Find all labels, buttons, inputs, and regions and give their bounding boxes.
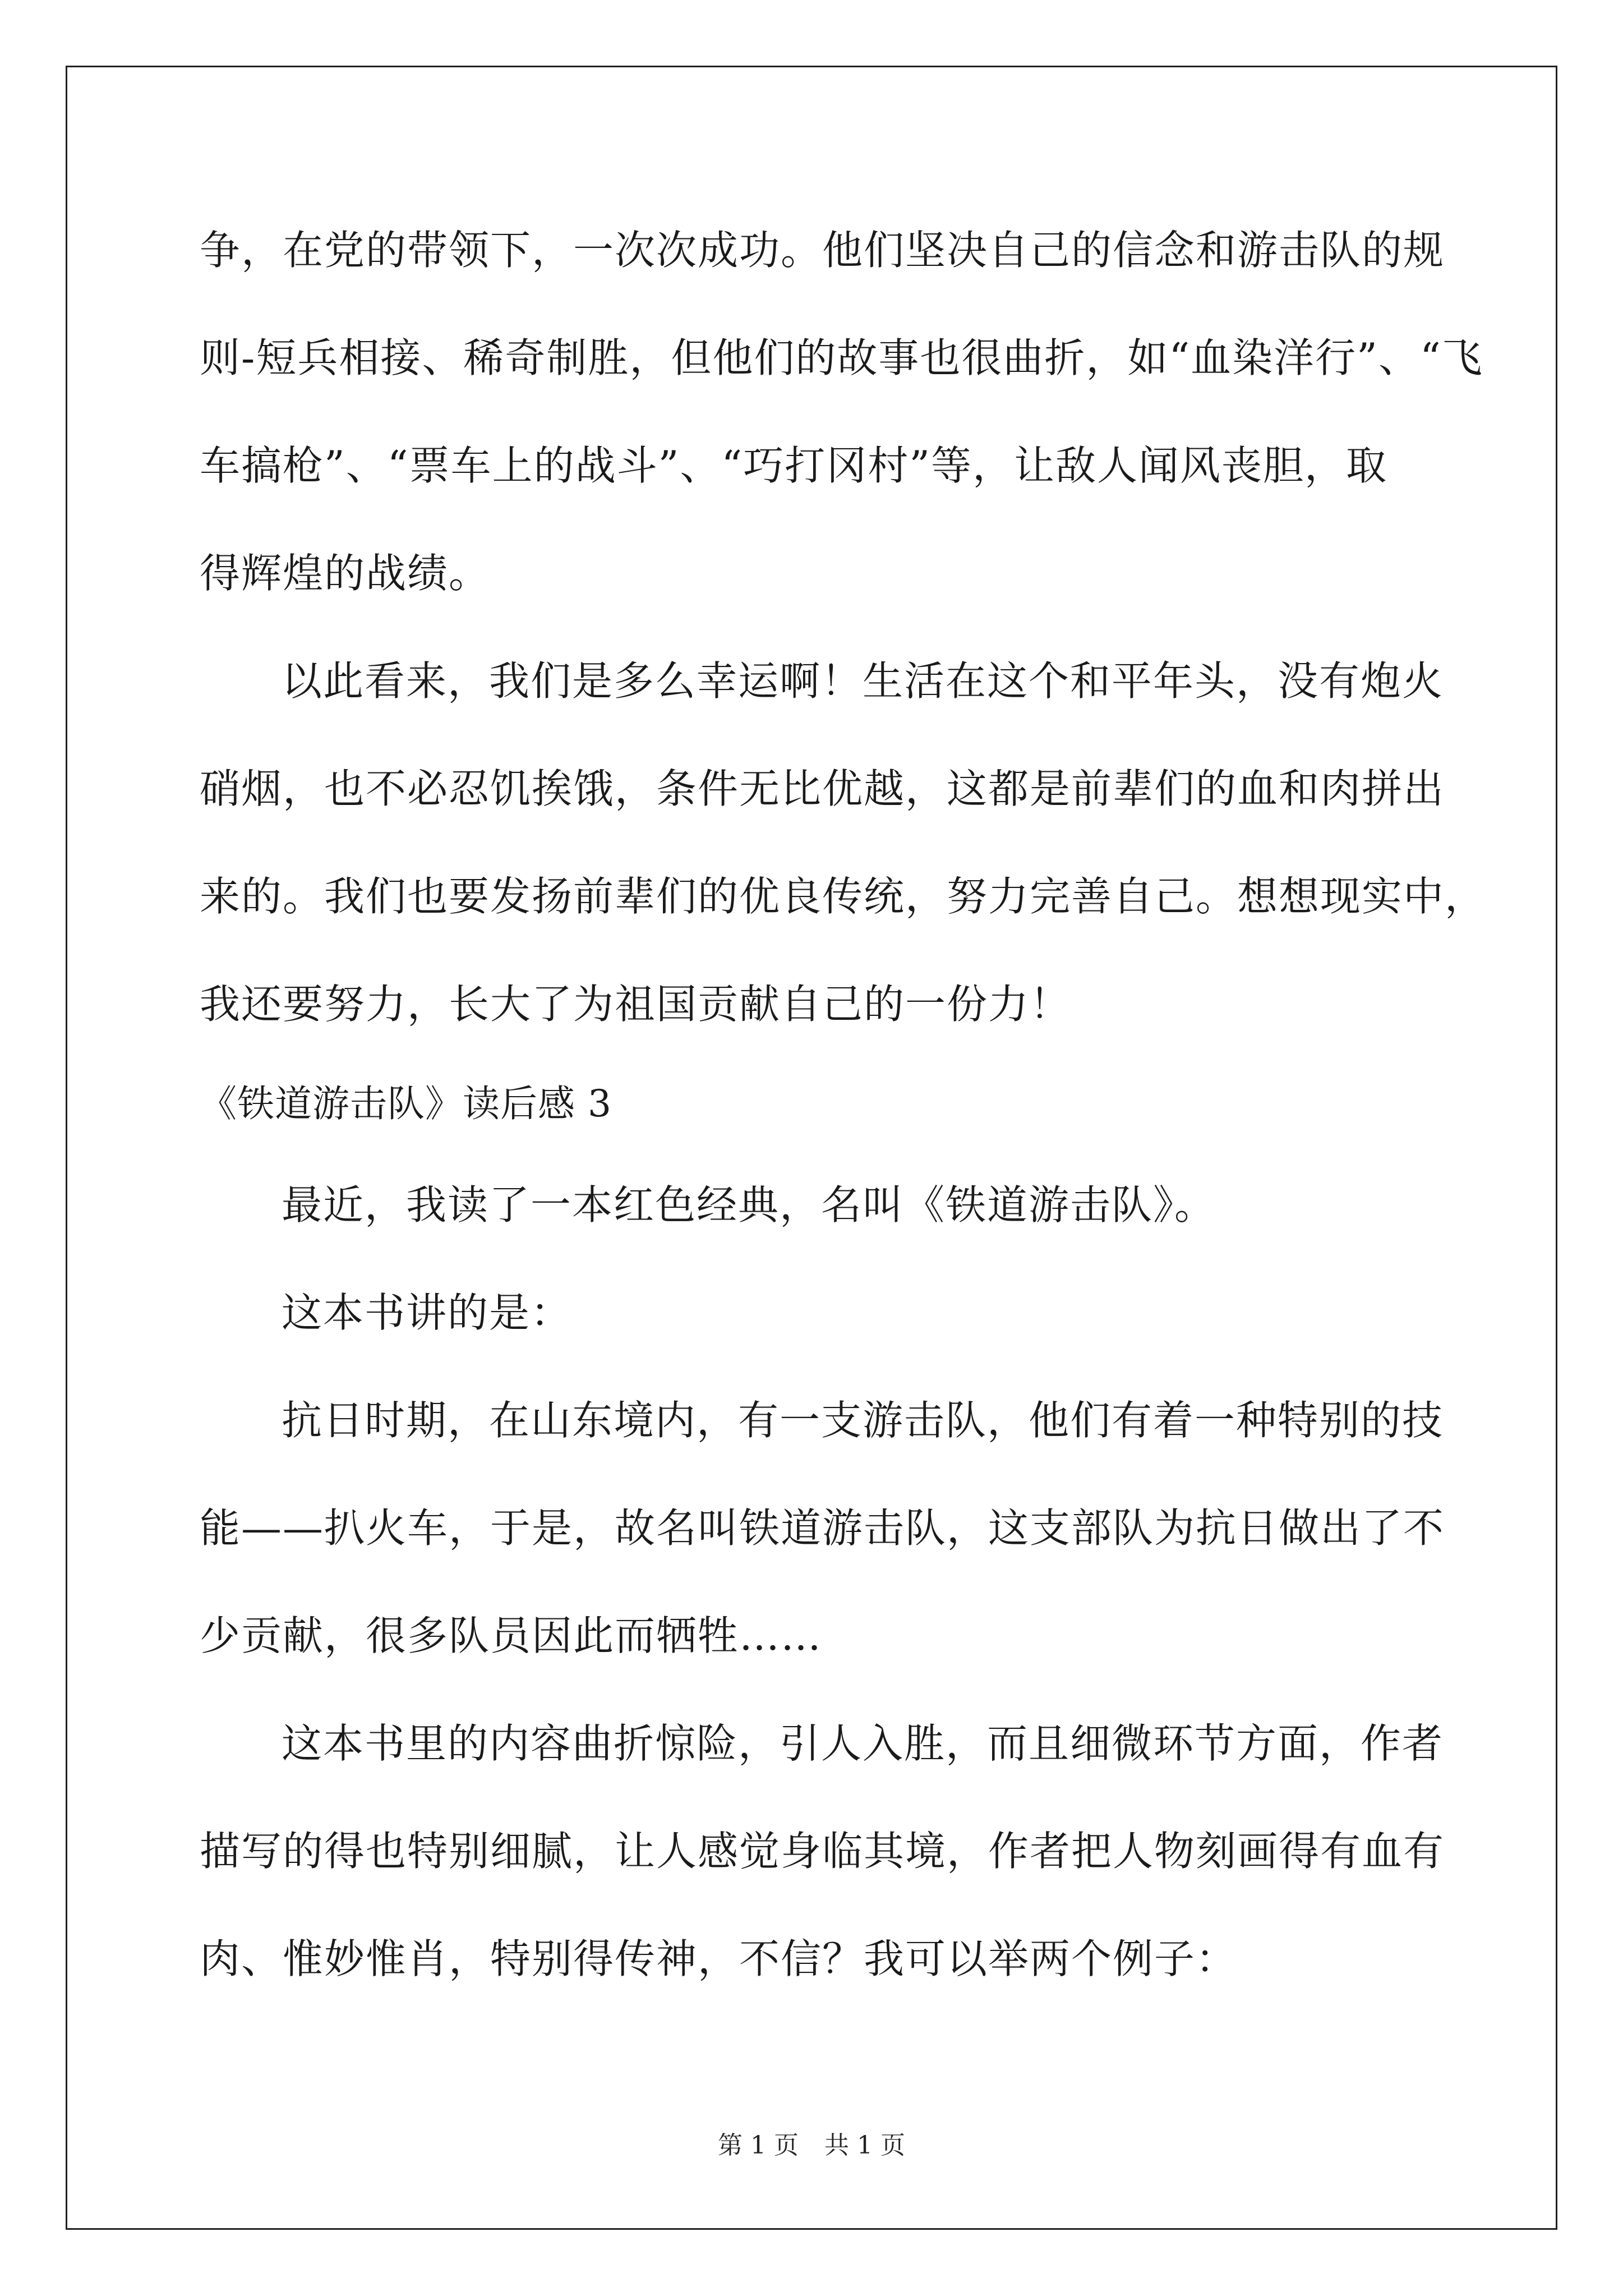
paragraph-line: 则-短兵相接、稀奇制胜，但他们的故事也很曲折，如“血染洋行”、“飞	[200, 334, 1483, 381]
paragraph-line: 来的。我们也要发扬前辈们的优良传统，努力完善自己。想想现实中，	[200, 873, 1487, 920]
paragraph-line: 少贡献，很多队员因此而牺牲……	[200, 1612, 823, 1659]
paragraph-line: 这本书讲的是：	[282, 1289, 573, 1336]
section-heading: 《铁道游击队》读后感 3	[200, 1082, 612, 1125]
page-total: 共 1 页	[824, 2131, 905, 2160]
paragraph-line: 车搞枪”、“票车上的战斗”、“巧打冈村”等，让敌人闻风丧胆，取	[200, 442, 1388, 489]
paragraph-line: 能——扒火车，于是，故名叫铁道游击队，这支部队为抗日做出了不	[200, 1504, 1445, 1552]
paragraph-line: 肉、惟妙惟肖，特别得传神，不信？我可以举两个例子：	[200, 1935, 1238, 1982]
paragraph-line: 得辉煌的战绩。	[200, 550, 491, 597]
paragraph-line: 硝烟，也不必忍饥挨饿，条件无比优越，这都是前辈们的血和肉拼出	[200, 765, 1445, 812]
page-number: 第 1 页	[718, 2131, 799, 2160]
paragraph-line: 以此看来，我们是多么幸运啊！生活在这个和平年头，没有炮火	[282, 657, 1444, 705]
paragraph-line: 最近，我读了一本红色经典，名叫《铁道游击队》。	[282, 1181, 1216, 1228]
paragraph-line: 争，在党的带领下，一次次成功。他们坚决自己的信念和游击队的规	[200, 227, 1445, 274]
paragraph-line: 这本书里的内容曲折惊险，引人入胜，而且细微环节方面，作者	[282, 1720, 1444, 1767]
page-border	[66, 66, 1557, 2230]
page-footer	[0, 2129, 1623, 2162]
paragraph-line: 抗日时期，在山东境内，有一支游击队，他们有着一种特别的技	[282, 1397, 1444, 1444]
paragraph-line: 描写的得也特别细腻，让人感觉身临其境，作者把人物刻画得有血有	[200, 1828, 1445, 1875]
paragraph-line: 我还要努力，长大了为祖国贡献自己的一份力！	[200, 981, 1072, 1028]
